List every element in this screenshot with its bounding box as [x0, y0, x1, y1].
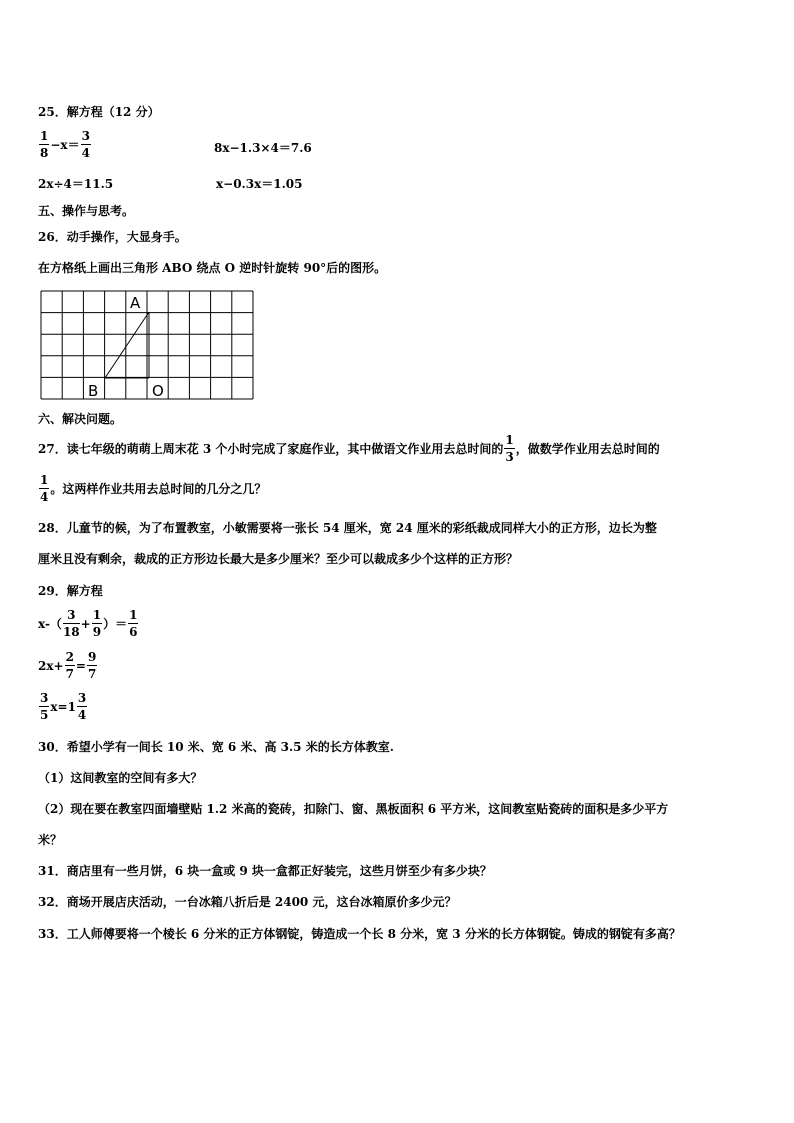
fraction: $\frac{3}{5}$ — [40, 691, 49, 722]
point-b-label: B — [88, 382, 99, 400]
q27-line-2: $\frac{1}{4}$ 。这两样作业共用去总时间的几分之几？ — [40, 473, 267, 504]
q25-equation-4: x−0.3x＝1.05 — [216, 177, 303, 191]
fraction: $\frac{1}{8}$ — [40, 129, 49, 160]
q29-title: 29．解方程 — [38, 584, 103, 598]
q30-part-1: （1）这间教室的空间有多大？ — [38, 771, 203, 785]
q25-equation-2: 8x−1.3×4＝7.6 — [214, 141, 312, 155]
fraction: $\frac{2}{7}$ — [65, 650, 74, 681]
q25-title: 25．解方程（12 分） — [38, 105, 160, 119]
section-6-heading: 六、解决问题。 — [38, 412, 123, 426]
q26-instruction: 在方格纸上画出三角形 ABO 绕点 O 逆时针旋转 90°后的图形。 — [38, 261, 387, 275]
q30-part-2-line-1: （2）现在要在教室四面墙壁贴 1.2 米高的瓷砖，扣除门、窗、黑板面积 6 平方米，这间教室贴瓷砖的面积是多少平方 — [38, 802, 669, 816]
q30-title: 30．希望小学有一间长 10 米、宽 6 米、高 3.5 米的长方体教室. — [38, 740, 394, 754]
q30-part-2-line-2: 米？ — [38, 833, 63, 847]
triangle-side-ab — [105, 312, 149, 378]
grid-figure — [40, 290, 256, 402]
q29-equation-b: 2x+ $\frac{2}{7}$ = $\frac{9}{7}$ — [38, 650, 97, 681]
fraction: $\frac{3}{18}$ — [62, 608, 80, 639]
q25-equation-3: 2x÷4＝11.5 — [38, 177, 114, 191]
fraction: $\frac{1}{9}$ — [92, 608, 102, 639]
q28-line-2: 厘米且没有剩余，裁成的正方形边长最大是多少厘米？至少可以裁成多少个这样的正方形？ — [38, 552, 519, 566]
q25-equation-1: $\frac{1}{8}$ −x＝ $\frac{3}{4}$ — [40, 129, 90, 160]
q33: 33．工人师傅要将一个棱长 6 分米的正方体钢锭，铸造成一个长 8 分米，宽 3 分米的长方体钢锭。铸成的钢锭有多高？ — [38, 927, 681, 941]
q29-equation-a: x-（ $\frac{3}{18}$ + $\frac{1}{9}$ ）＝ $\frac{1}{6}$ — [38, 608, 138, 639]
q27-line-1: 27．读七年级的萌萌上周末花 3 个小时完成了家庭作业，其中做语文作业用去总时间的 $\frac{1}{3}$ ，做数学作业用去总时间的 — [38, 433, 660, 464]
point-a-label: A — [130, 294, 141, 312]
q32: 32．商场开展店庆活动，一台冰箱八折后是 2400 元，这台冰箱原价多少元？ — [38, 895, 457, 909]
q29-equation-c: $\frac{3}{5}$ x=1 $\frac{3}{4}$ — [40, 691, 87, 722]
q31: 31．商店里有一些月饼，6 块一盒或 9 块一盒都正好装完，这些月饼至少有多少块？ — [38, 864, 492, 878]
fraction: $\frac{3}{4}$ — [81, 129, 90, 160]
fraction: $\frac{1}{4}$ — [40, 473, 49, 504]
point-o-label: O — [152, 382, 164, 400]
fraction: $\frac{1}{3}$ — [505, 433, 514, 464]
fraction: $\frac{3}{4}$ — [77, 691, 87, 722]
fraction: $\frac{9}{7}$ — [87, 650, 97, 681]
section-5-heading: 五、操作与思考。 — [38, 204, 135, 218]
q28-line-1: 28．儿童节的候，为了布置教室，小敏需要将一张长 54 厘米，宽 24 厘米的彩纸裁成同样大小的正方形，边长为整 — [38, 521, 657, 535]
q26-title: 26．动手操作，大显身手。 — [38, 230, 187, 244]
fraction: $\frac{1}{6}$ — [129, 608, 138, 639]
